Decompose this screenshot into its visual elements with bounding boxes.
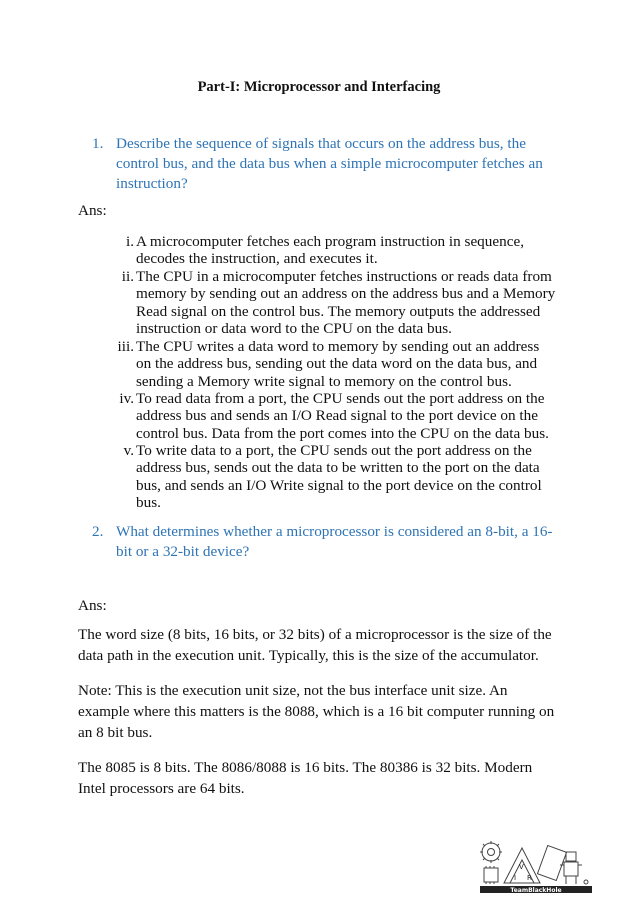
answer-item-v — [123, 442, 556, 512]
logo-caption: TeamBlackHole — [510, 887, 562, 894]
team-logo — [478, 838, 594, 894]
answer-1-label: Ans: — [78, 202, 107, 219]
answer-2-paragraph-3: The 8085 is 8 bits. The 8086/8088 is 16 bits. The 80386 is 32 bits. Modern Intel processors are 64 bits. — [78, 759, 533, 797]
logo-letter: R — [527, 874, 532, 882]
logo-letter: V — [519, 863, 524, 871]
answer-item-i — [125, 233, 556, 268]
answer-item-text: The CPU in a microcomputer fetches instructions or reads data from memory by sending out an address on the address bus and a Memory Read signal on the control bus. The memory outputs the addressed instruction or data word to the CPU on the data bus. — [136, 268, 556, 338]
answer-2-note-paragraph: Note: This is the execution unit size, not the bus interface unit size. An example where this matters is the 8088, which is a 16 bit computer running on an 8 bit bus. — [78, 682, 555, 741]
answer-item-text: A microcomputer fetches each program instruction in sequence, decodes the instruction, and executes it. — [136, 233, 524, 268]
logo-letter: I — [514, 874, 517, 882]
answer-2-label: Ans: — [78, 597, 107, 614]
answer-item-text: To write data to a port, the CPU sends out the port address on the address bus, sends out the data to be written to the port on the data bus, and sends an I/O Write signal to the port device on the control bus. — [136, 442, 542, 512]
answer-item-number: v. — [123, 442, 134, 459]
question-1-text: Describe the sequence of signals that occurs on the address bus, the control bus, and the data bus when a simple microcomputer fetches an instruction? — [116, 135, 543, 192]
question-1 — [92, 134, 556, 194]
answer-item-number: ii. — [121, 268, 134, 285]
question-1-number: 1. — [92, 135, 104, 152]
answer-item-ii — [121, 268, 556, 338]
question-2-text: What determines whether a microprocessor is considered an 8-bit, a 16-bit or a 32-bit device? — [116, 523, 553, 560]
robot-icon — [566, 852, 576, 861]
question-2 — [92, 522, 556, 562]
page-title: Part-I: Microprocessor and Interfacing — [197, 79, 441, 95]
answer-item-number: iii. — [117, 338, 134, 355]
answer-item-text: To read data from a port, the CPU sends out the port address on the address bus and sends an I/O Read signal to the port device on the control bus. Data from the port comes into the CPU on the data bus. — [136, 390, 549, 442]
answer-item-number: iv. — [119, 390, 134, 407]
answer-item-text: The CPU writes a data word to memory by sending out an address on the address bus, sending out the data word on the data bus, and sending a Memory write signal to memory on the control bus. — [136, 338, 540, 390]
question-2-number: 2. — [92, 523, 104, 540]
chip-icon — [484, 868, 498, 882]
answer-2-paragraph-1: The word size (8 bits, 16 bits, or 32 bits) of a microprocessor is the size of the data path in the execution unit. Typically, this is the size of the accumulator. — [78, 626, 552, 664]
answer-item-iii — [117, 338, 556, 390]
answer-item-iv — [119, 390, 556, 442]
answer-item-number: i. — [125, 233, 134, 250]
